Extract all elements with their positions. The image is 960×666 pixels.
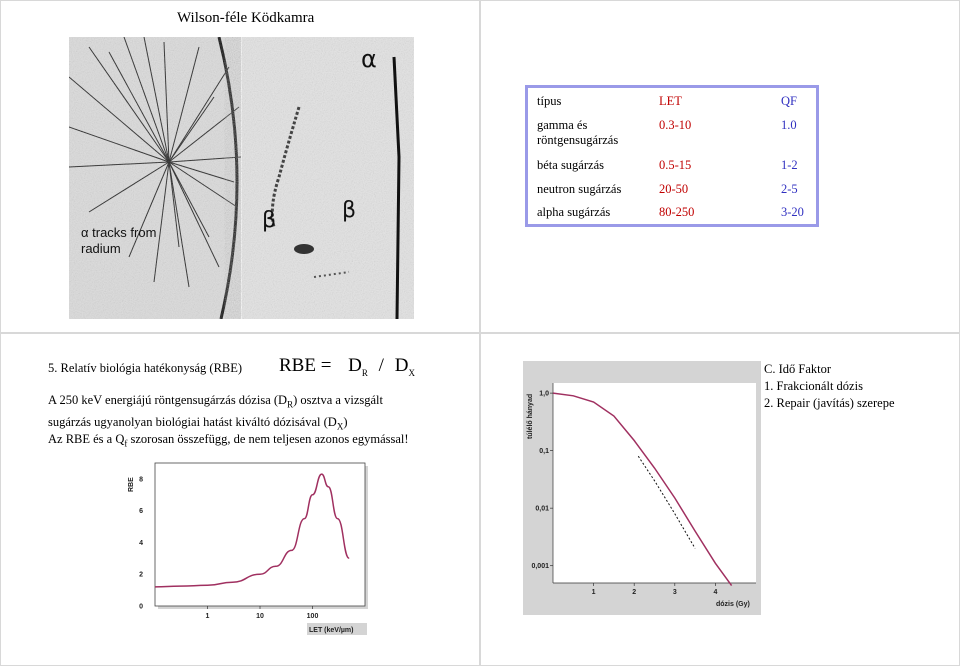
row-neutron-qf: 2-5 xyxy=(781,182,798,196)
header-type: típus xyxy=(537,94,562,108)
survival-xtick-label: 3 xyxy=(672,589,677,596)
slide-1-title: Wilson-féle Ködkamra xyxy=(177,10,315,26)
rbe-heading: 5. Relatív biológia hatékonyság (RBE) xyxy=(48,361,243,375)
rbe-xtick-label: 1 xyxy=(205,613,210,620)
survival-xtick-label: 2 xyxy=(632,589,637,596)
slide-1-right xyxy=(480,0,960,333)
slide-1 xyxy=(0,0,480,333)
row-alpha-let: 80-250 xyxy=(659,205,695,219)
cloud-chamber-photo xyxy=(69,37,414,319)
cloud-chamber-image xyxy=(69,37,414,319)
time-factor-heading: C. Idő Faktor xyxy=(764,362,832,376)
slide-2 xyxy=(0,333,480,666)
row-gamma-qf: 1.0 xyxy=(781,118,797,132)
beta-symbol-2: β xyxy=(342,198,357,223)
survival-ylabel: túlélő hányad xyxy=(527,393,534,439)
quality-factor-table xyxy=(525,85,819,227)
row-gamma-type: gamma és röntgensugárzás xyxy=(537,118,619,147)
survival-ytick-label: 0,01 xyxy=(535,505,549,513)
survival-chart xyxy=(523,361,761,615)
row-beta-qf: 1-2 xyxy=(781,158,798,172)
survival-ytick-label: 1,0 xyxy=(539,390,549,398)
survival-ytick-label: 0,1 xyxy=(539,448,549,456)
survival-ytick-label: 0,001 xyxy=(531,563,549,571)
row-beta-type: béta sugárzás xyxy=(537,158,604,172)
alpha-tracks-label-line1: α tracks from xyxy=(81,225,157,240)
row-alpha-type: alpha sugárzás xyxy=(537,205,611,219)
time-factor-item-1: 1. Frakcionált dózis xyxy=(764,379,863,393)
rbe-qf-note: Az RBE és a $Q_f$ szorosan összefügg, de nem teljesen azonos egymással! xyxy=(48,432,409,449)
survival-xlabel: dózis (Gy) xyxy=(716,601,750,608)
row-alpha-qf: 3-20 xyxy=(781,205,804,219)
slide-3 xyxy=(480,333,960,666)
rbe-formula: RBE = $D_R / D_X$ xyxy=(279,355,415,378)
rbe-ylabel: RBE xyxy=(128,477,135,492)
row-beta-let: 0.5-15 xyxy=(659,158,692,172)
row-neutron-type: neutron sugárzás xyxy=(537,182,622,196)
header-let: LET xyxy=(659,94,682,108)
survival-xtick-label: 1 xyxy=(591,589,596,596)
rbe-ytick-label: 4 xyxy=(139,539,143,547)
header-qf: QF xyxy=(781,94,797,108)
rbe-ytick-label: 0 xyxy=(139,603,143,611)
rbe-xtick-label: 10 xyxy=(256,613,264,620)
rbe-xlabel: LET (keV/µm) xyxy=(309,627,354,634)
rbe-chart xyxy=(121,462,371,642)
alpha-tracks-label-line2: radium xyxy=(81,241,121,256)
rbe-ytick-label: 6 xyxy=(139,508,143,516)
rbe-ytick-label: 8 xyxy=(139,476,143,484)
alpha-symbol: α xyxy=(361,45,377,73)
row-gamma-let: 0.3-10 xyxy=(659,118,692,132)
beta-symbol-1: β xyxy=(262,208,277,233)
rbe-xtick-label: 100 xyxy=(306,613,319,620)
rbe-definition: A 250 keV energiájú röntgensugárzás dózisa $(D_R)$ osztva a vizsgált sugárzás ugyanolyan biológiai hatást kiváltó dózisával $(D_X)$ xyxy=(48,393,383,431)
rbe-ytick-label: 2 xyxy=(139,571,143,579)
time-factor-item-2: 2. Repair (javítás) szerepe xyxy=(764,396,895,410)
survival-xtick-label: 4 xyxy=(713,589,718,596)
row-neutron-let: 20-50 xyxy=(659,182,689,196)
